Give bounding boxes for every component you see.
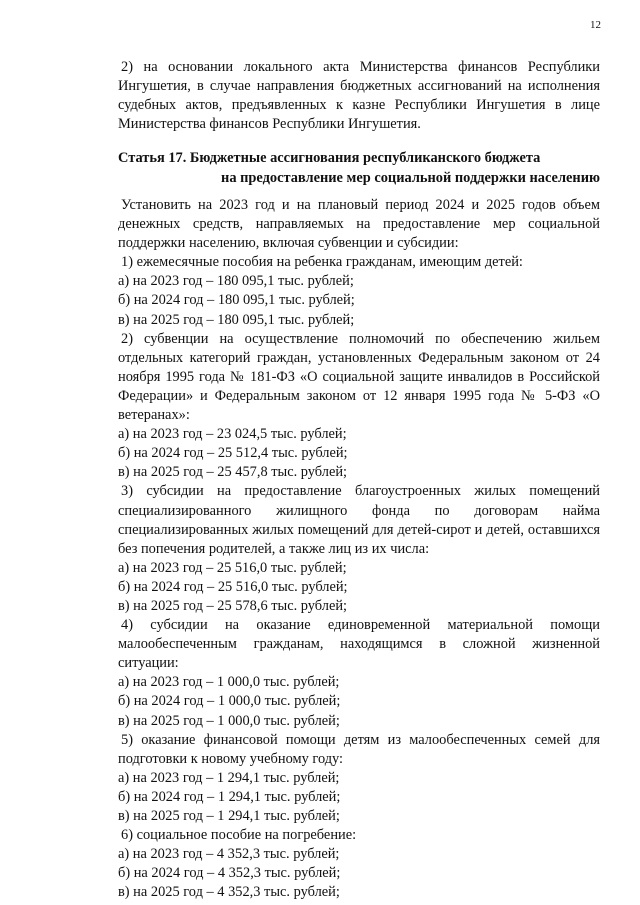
text-line: специализированного жилищного фонда по договорам найма xyxy=(118,502,600,519)
text-line: 6) социальное пособие на погребение: xyxy=(121,827,357,844)
intro-paragraph xyxy=(118,58,600,134)
text-line: ситуации: xyxy=(118,655,179,672)
text-line: денежных средств, направляемых на предоставление мер социальной xyxy=(118,216,600,233)
text-line: подготовки к новому учебному году: xyxy=(118,750,344,767)
text-line: в) на 2025 год – 1 000,0 тыс. рублей; xyxy=(118,712,340,729)
text-line: б) на 2024 год – 1 000,0 тыс. рублей; xyxy=(118,693,341,710)
text-line: Ингушетия, в случае направления бюджетных ассигнований на исполнения xyxy=(118,78,600,95)
text-line: а) на 2023 год – 23 024,5 тыс. рублей; xyxy=(118,426,347,443)
text-line: в) на 2025 год – 1 294,1 тыс. рублей; xyxy=(118,808,340,824)
heading-line: на предоставление мер социальной поддержки населению xyxy=(221,170,600,186)
text-line: в) на 2025 год – 180 095,1 тыс. рублей; xyxy=(118,311,355,328)
heading-line: Статья 17. Бюджетные ассигнования республиканского бюджета xyxy=(118,150,541,166)
text-line: Министерства финансов Республики Ингушетия. xyxy=(118,116,421,133)
text-line: 5) оказание финансовой помощи детям из малообеспеченных семей для xyxy=(121,731,600,748)
text-line: в) на 2025 год – 4 352,3 тыс. рублей; xyxy=(118,884,340,901)
article-heading xyxy=(118,148,600,188)
text-line: ветеранах»: xyxy=(118,407,190,424)
text-line: а) на 2023 год – 1 000,0 тыс. рублей; xyxy=(118,674,340,691)
text-line: б) на 2024 год – 180 095,1 тыс. рублей; xyxy=(118,292,355,309)
text-line: отдельных категорий граждан, установленных Федеральным законом от 24 xyxy=(118,349,600,366)
text-line: а) на 2023 год – 180 095,1 тыс. рублей; xyxy=(118,273,354,290)
text-line: малообеспеченным гражданам, находящимся в сложной жизненной xyxy=(118,636,600,653)
text-line: ноября 1995 года № 181-ФЗ «О социальной защите инвалидов в Российской xyxy=(118,368,600,385)
text-line: специализированных жилых помещений для детей-сирот и детей, оставшихся xyxy=(118,521,600,538)
text-line: б) на 2024 год – 25 512,4 тыс. рублей; xyxy=(118,445,348,462)
text-line: Федерации» и Федеральным законом от 12 января 1995 года № 5-ФЗ «О xyxy=(118,387,600,404)
page-number: 12 xyxy=(590,19,601,31)
text-line: в) на 2025 год – 25 457,8 тыс. рублей; xyxy=(118,464,348,481)
text-line: 3) субсидии на предоставление благоустроенных жилых помещений xyxy=(121,483,600,500)
text-line: 4) субсидии на оказание единовременной материальной помощи xyxy=(121,617,600,634)
text-line: б) на 2024 год – 25 516,0 тыс. рублей; xyxy=(118,578,348,595)
text-line: 2) на основании локального акта Министерства финансов Республики xyxy=(121,59,600,75)
text-line: судебных актов, предъявленных к казне Республики Ингушетия в лице xyxy=(118,97,600,114)
text-line: а) на 2023 год – 1 294,1 тыс. рублей; xyxy=(118,769,340,786)
text-line: а) на 2023 год – 25 516,0 тыс. рублей; xyxy=(118,559,347,576)
text-line: б) на 2024 год – 1 294,1 тыс. рублей; xyxy=(118,788,341,805)
text-line: без попечения родителей, а также лиц из их числа: xyxy=(118,540,430,557)
text-line: в) на 2025 год – 25 578,6 тыс. рублей; xyxy=(118,597,348,614)
article-body xyxy=(118,196,600,902)
text-line: Установить на 2023 год и на плановый период 2024 и 2025 годов объем xyxy=(121,197,600,213)
text-line: поддержки населению, включая субвенции и субсидии: xyxy=(118,235,459,252)
text-line: 2) субвенции на осуществление полномочий по обеспечению жильем xyxy=(121,330,600,347)
text-line: 1) ежемесячные пособия на ребенка гражданам, имеющим детей: xyxy=(121,254,523,271)
text-line: б) на 2024 год – 4 352,3 тыс. рублей; xyxy=(118,865,341,882)
text-line: а) на 2023 год – 4 352,3 тыс. рублей; xyxy=(118,846,340,863)
